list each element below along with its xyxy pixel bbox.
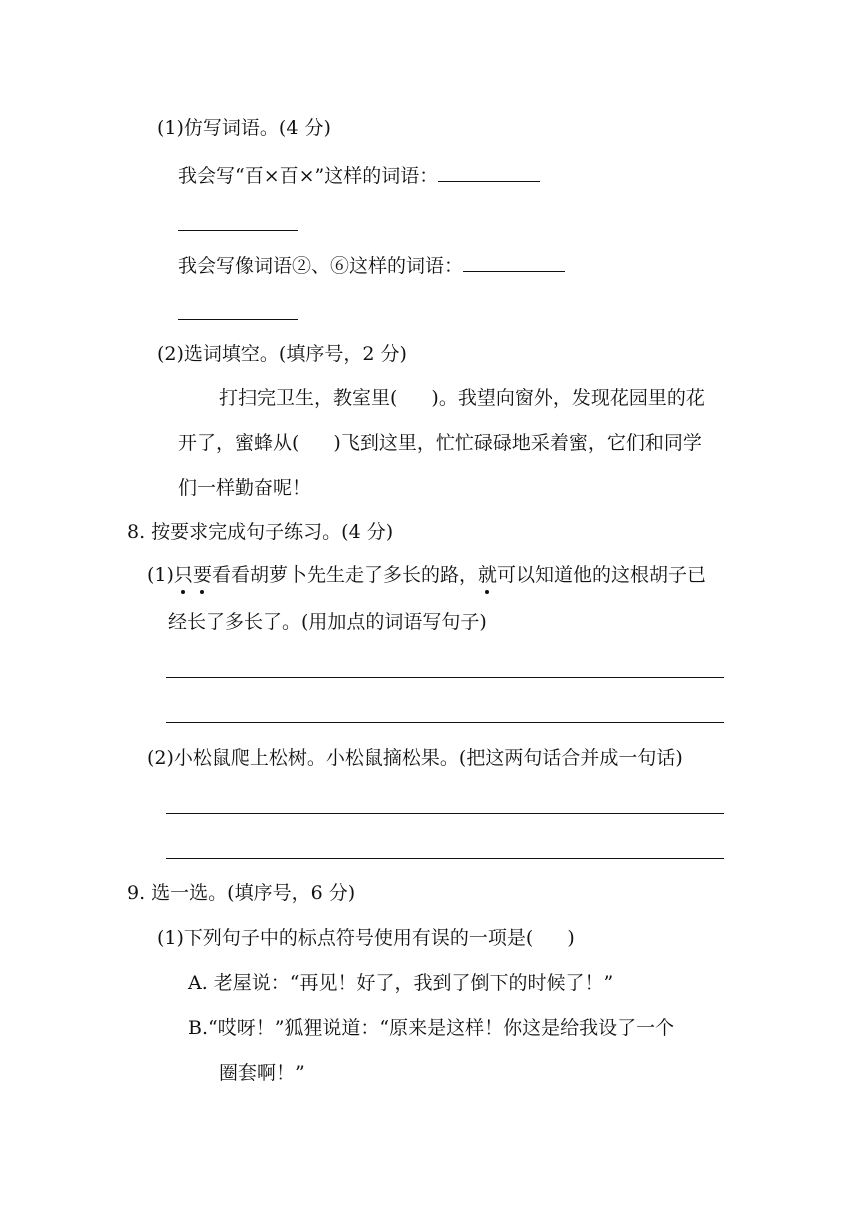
text: 打扫完卫生，教室里( bbox=[219, 387, 398, 409]
text: 看看胡萝卜先生走了多长的路， bbox=[211, 564, 478, 586]
q8-title: 8. 按要求完成句子练习。(4 分) bbox=[127, 521, 394, 543]
q9-title: 9. 选一选。(填序号，6 分) bbox=[127, 882, 356, 904]
q7-part1-prompt-b-text: 我会写像词语②、⑥这样的词语： bbox=[178, 255, 464, 277]
q7-part2-text-line3: 们一样勤奋呢！ bbox=[178, 477, 312, 499]
answer-blank-continued[interactable] bbox=[178, 230, 298, 231]
answer-line[interactable] bbox=[166, 813, 724, 814]
text: (1) bbox=[147, 564, 174, 586]
answer-blank[interactable] bbox=[463, 253, 565, 272]
q9-sub1 bbox=[157, 926, 575, 950]
answer-line[interactable] bbox=[166, 858, 724, 859]
q9-option-b-continued: 圈套啊！” bbox=[219, 1062, 305, 1084]
dotted-word: 就 bbox=[477, 564, 497, 586]
answer-line[interactable] bbox=[166, 677, 724, 678]
answer-blank-continued[interactable] bbox=[178, 319, 298, 320]
text: 开了，蜜蜂从( bbox=[178, 432, 300, 454]
q7-part1-prompt-b bbox=[178, 253, 565, 278]
text: ) bbox=[567, 927, 575, 949]
answer-line[interactable] bbox=[166, 722, 724, 723]
q7-part2-text-line2 bbox=[178, 431, 702, 455]
q7-part2-text-line1 bbox=[219, 386, 705, 410]
q8-sentence1-line2: 经长了多长了。(用加点的词语写句子) bbox=[168, 611, 487, 633]
q8-sentence1-line1 bbox=[147, 563, 706, 587]
text: (1)下列句子中的标点符号使用有误的一项是( bbox=[157, 927, 534, 949]
q7-part1-title: (1)仿写词语。(4 分) bbox=[157, 117, 331, 139]
q7-part1-prompt-a bbox=[178, 163, 540, 188]
answer-blank[interactable] bbox=[438, 163, 540, 182]
dotted-word: 只 bbox=[173, 564, 193, 586]
text: 可以知道他的这根胡子已 bbox=[496, 564, 706, 586]
text: )飞到这里，忙忙碌碌地采着蜜，它们和同学 bbox=[333, 432, 702, 454]
q7-part2-title: (2)选词填空。(填序号，2 分) bbox=[157, 343, 407, 365]
text: )。我望向窗外，发现花园里的花 bbox=[431, 387, 705, 409]
q8-sentence2: (2)小松鼠爬上松树。小松鼠摘松果。(把这两句话合并成一句话) bbox=[147, 747, 683, 769]
q9-option-a[interactable]: A. 老屋说：“再见！好了，我到了倒下的时候了！” bbox=[188, 972, 614, 994]
dotted-word: 要 bbox=[192, 564, 212, 586]
q7-part1-prompt-a-text: 我会写“百×百×”这样的词语： bbox=[178, 165, 439, 187]
q9-option-b[interactable]: B.“哎呀！”狐狸说道：“原来是这样！你这是给我设了一个 bbox=[188, 1017, 675, 1039]
